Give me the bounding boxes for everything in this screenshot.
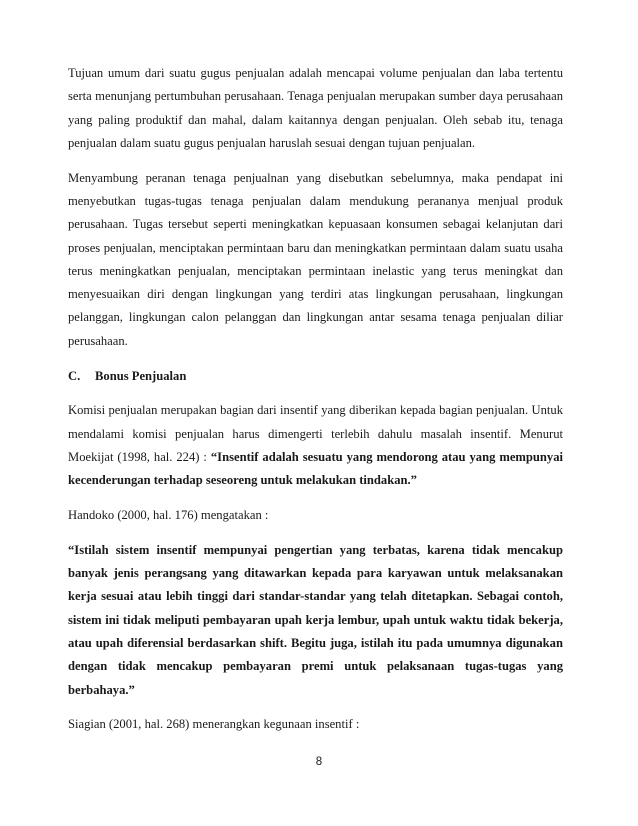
paragraph-sales-team-goals: Tujuan umum dari suatu gugus penjualan adalah mencapai volume penjualan dan laba tertentu serta menunjang pertumbuhan perusahaan. Tenaga penjualan merupakan sumber daya perusahaan yang paling produktif dan mahal, dalam kaitannya dengan penjualan. Oleh sebab itu, tenaga penjualan dalam suatu gugus penjualan haruslah sesuai dengan tujuan penjualan. [68, 66, 563, 150]
section-title: Bonus Penjualan [95, 368, 187, 383]
quote-moekijat: “Insentif adalah sesuatu yang mendorong atau yang mempunyai kecenderungan terhadap seseoreng untuk melakukan tindakan.” [68, 449, 564, 488]
paragraph-sales-commission-text: Komisi penjualan merupakan bagian dari insentif yang diberikan kepada bagian penjualan. Untuk mendalami komisi penjualan harus dimengerti terlebih dahulu masalah insentif. Menurut Moekijat (1998, hal. 224) : [68, 403, 563, 464]
paragraph-handoko-intro: Handoko (2000, hal. 176) mengatakan : [68, 508, 269, 523]
page-body [68, 62, 563, 737]
paragraph-siagian-intro: Siagian (2001, hal. 268) menerangkan kegunaan insentif : [68, 717, 360, 732]
quote-handoko: “Istilah sistem insentif mempunyai pengertian yang terbatas, karena tidak mencakup banyak jenis perangsang yang ditawarkan kepada para karyawan untuk melaksanakan kerja sesuai atau lebih tinggi dari standar-standar yang telah ditetapkan. Sebagai contoh, sistem ini tidak meliputi pembayaran upah kerja lembur, upah untuk waktu tidak bekerja, atau upah diferensial berdasarkan shift. Begitu juga, istilah itu pada umumnya digunakan dengan tidak mencakup pembayaran premi untuk pelaksanaan tugas-tugas yang berbahaya.” [68, 542, 563, 697]
section-heading [68, 365, 563, 388]
paragraph-sales-commission [68, 399, 563, 492]
paragraph-sales-force-tasks: Menyambung peranan tenaga penjualnan yang disebutkan sebelumnya, maka pendapat ini menyebutkan tugas-tugas tenaga penjualan dalam mendukung perananya menjual produk perusahaan. Tugas tersebut seperti meningkatkan kepuasaan konsumen sebagai kelanjutan dari proses penjualan, menciptakan permintaan baru dan meningkatkan permintaan dalam suatu usaha terus meningkatkan penjualan, menciptakan permintaan inelastic yang terus meningkat dan menyesuaikan diri dengan lingkungan yang terdiri atas lingkungan perusahaan, lingkungan pelanggan, lingkungan calon pelanggan dan lingkungan antar sesama tenaga penjualan diliar perusahaan. [68, 170, 563, 348]
section-number: C. [68, 368, 81, 383]
page-number: 8 [315, 756, 323, 768]
